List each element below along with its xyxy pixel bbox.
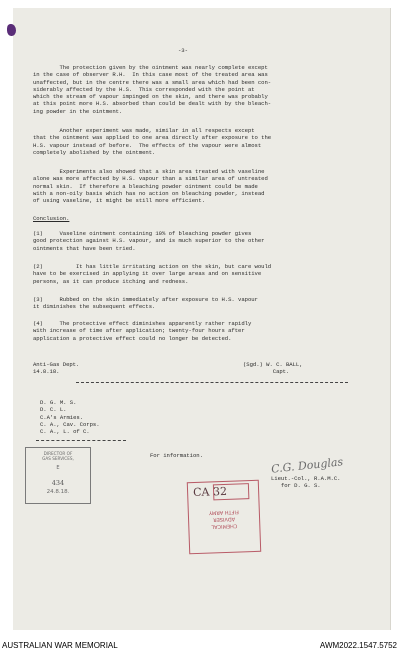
distribution-list: D. G. M. S. D. C. L. C.A's Armies. C. A., Cav. Corps. C. A., L. of C. bbox=[40, 399, 100, 436]
signed-block: (Sgd.) W. C. BALL, Capt. bbox=[243, 361, 303, 376]
handwritten-signature: C.G. Douglas bbox=[270, 455, 344, 476]
conclusion-4: (4) The protective effect diminishes apparently rather rapidly with increase of time after application; twenty-four hours after application a protective effect could no longer be detected. bbox=[33, 320, 252, 342]
paragraph-2: Another experiment was made, similar in all respects except that the ointment was applied to one area directly after exposure to the H.S. vapour instead of before. The effects of the vapour were almost completely abolished by the ointment. bbox=[33, 127, 272, 156]
page-number: -3- bbox=[178, 47, 188, 54]
distribution-underline bbox=[36, 440, 126, 441]
for-information: For information. bbox=[150, 452, 203, 459]
stamp-title: DIRECTOR OF GAS SERVICES, bbox=[42, 451, 74, 461]
sender-block: Anti-Gas Dept. 14.8.18. bbox=[33, 361, 80, 376]
conclusion-heading: Conclusion. bbox=[33, 215, 70, 222]
stamp-date: 24.8.18. bbox=[46, 489, 70, 495]
stamp-text: CHEMICAL ADVISER FIFTH ARMY bbox=[208, 508, 239, 530]
stamp-number: 434 bbox=[51, 479, 65, 487]
stamp-letter: E bbox=[56, 465, 60, 471]
paragraph-3: Experiments also showed that a skin area treated with vaseline alone was more affected by H.S. vapour than a similar area of untreated normal skin. If therefore a bleaching powder ointment could be made with a non-oily basis which has no action on bleaching powder, instead of using vaseline, it might be still more efficient. bbox=[33, 168, 268, 205]
conclusion-3: (3) Rubbed on the skin immediately after exposure to H.S. vapour it diminishes the subsequent effects. bbox=[33, 296, 258, 311]
conclusion-2: (2) It has little irritating action on the skin, but care would have to be exercised in applying it over large areas and on sensitive persons, as it can produce itching and redness. bbox=[33, 263, 272, 285]
chemical-adviser-stamp bbox=[187, 480, 261, 554]
footer-id: AWM2022.1547.5752 bbox=[319, 641, 397, 650]
paragraph-1: The protection given by the ointment was nearly complete except in the case of observer R.H. In this case most of the treated area was unaffected, but in the centre there was a small area which had been con- siderably affected by the H.S. This corresponded with the point at which the stream of vapour impinged on the skin, and there was probably at this point more H.S. absorbed than could be dealt with by the bleach- ing powder in the ointment. bbox=[33, 64, 272, 115]
conclusion-1: (1) Vaseline ointment containing 10% of bleaching powder gives good protection against H.S. vapour, and is much superior to the other ointments that have been tried. bbox=[33, 230, 265, 252]
ink-blot bbox=[7, 24, 16, 36]
separator-line bbox=[76, 382, 348, 383]
director-gas-services-stamp bbox=[25, 447, 91, 504]
footer-bar bbox=[0, 641, 401, 653]
stamp-ref: CA 32 bbox=[192, 484, 228, 500]
footer-source: AUSTRALIAN WAR MEMORIAL bbox=[2, 641, 118, 650]
signature-block: Lieut.-Col., R.A.M.C. for D. G. S. bbox=[271, 475, 341, 490]
